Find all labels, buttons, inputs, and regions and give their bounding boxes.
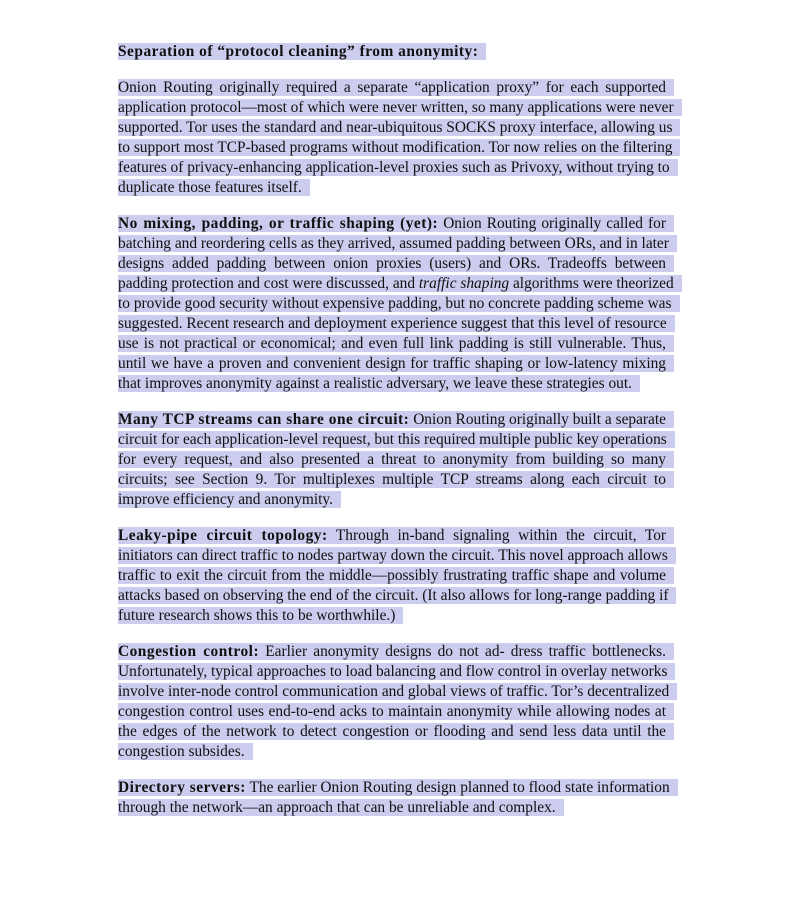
intro-text: Onion Routing originally required a separate “application proxy” for each supported application protocol—most of which were never written, so many applications were never supported. Tor uses the standard and near-ubiquitous SOCKS proxy interface, allowing us to support most TCP-based programs without modification. Tor now relies on the filtering features of privacy-enhancing application-level proxies such as Privoxy, without trying to duplicate those features itself. <box>118 79 682 196</box>
heading-text: Separation of “protocol cleaning” from anonymity: <box>118 43 486 60</box>
paragraph-leaky-pipe <box>118 526 674 626</box>
emphasis-text: traffic shaping <box>418 275 510 292</box>
paragraph-title: Congestion control: <box>118 643 260 660</box>
section-heading <box>118 42 674 62</box>
document-body <box>118 42 674 834</box>
paragraph-no-mixing <box>118 214 674 394</box>
paragraph-title: Directory servers: <box>118 779 246 796</box>
paragraph-title: Leaky-pipe circuit topology: <box>118 527 328 544</box>
paragraph-text: Earlier anonymity designs do not ad- dress traffic bottlenecks. Unfortunately, typical approaches to load balancing and flow control in overlay networks involve inter-node control communication and global views of traffic. Tor’s decentralized congestion control uses end-to-end acks to maintain anonymity while allowing nodes at the edges of the network to detect congestion or flooding and send less data until the congestion subsides. <box>118 643 670 760</box>
paragraph-tcp-streams <box>118 410 674 510</box>
paragraph-text: Through in-band signaling within the circuit, Tor initiators can direct traffic to nodes partway down the circuit. This novel approach allows traffic to exit the circuit from the middle—possibly frustrating traffic shape and volume attacks based on observing the end of the circuit. (It also allows for long-range padding if future research shows this to be worthwhile.) <box>118 527 669 624</box>
paragraph-text: algorithms were theorized to provide good security without expensive padding, but no concrete padding scheme was suggested. Recent research and deployment experience suggest that this level of resource use is not practical or economical; and even full link padding is still vulnerable. Thus, until we have a proven and convenient design for traffic shaping or low-latency mixing that improves anonymity against a realistic adversary, we leave these strategies out. <box>118 275 674 392</box>
paragraph-text: The earlier Onion Routing design planned to flood state information through the network—an approach that can be unreliable and complex. <box>118 779 670 816</box>
intro-paragraph <box>118 78 674 198</box>
paragraph-title: No mixing, padding, or traffic shaping (yet): <box>118 215 439 232</box>
paragraph-directory <box>118 778 674 818</box>
paragraph-text: Onion Routing originally built a separate circuit for each application-level request, but this required multiple public key operations for every request, and also presented a threat to anonymity from building so many circuits; see Section 9. Tor multiplexes multiple TCP streams along each circuit to improve efficiency and anonymity. <box>118 411 667 508</box>
paragraph-congestion <box>118 642 674 762</box>
paragraph-text: Onion Routing originally called for batching and reordering cells as they arrived, assumed padding between ORs, and in later designs added padding between onion proxies (users) and ORs. Tradeoffs between padding protection and cost were discussed, and <box>118 215 669 292</box>
paragraph-title: Many TCP streams can share one circuit: <box>118 411 410 428</box>
